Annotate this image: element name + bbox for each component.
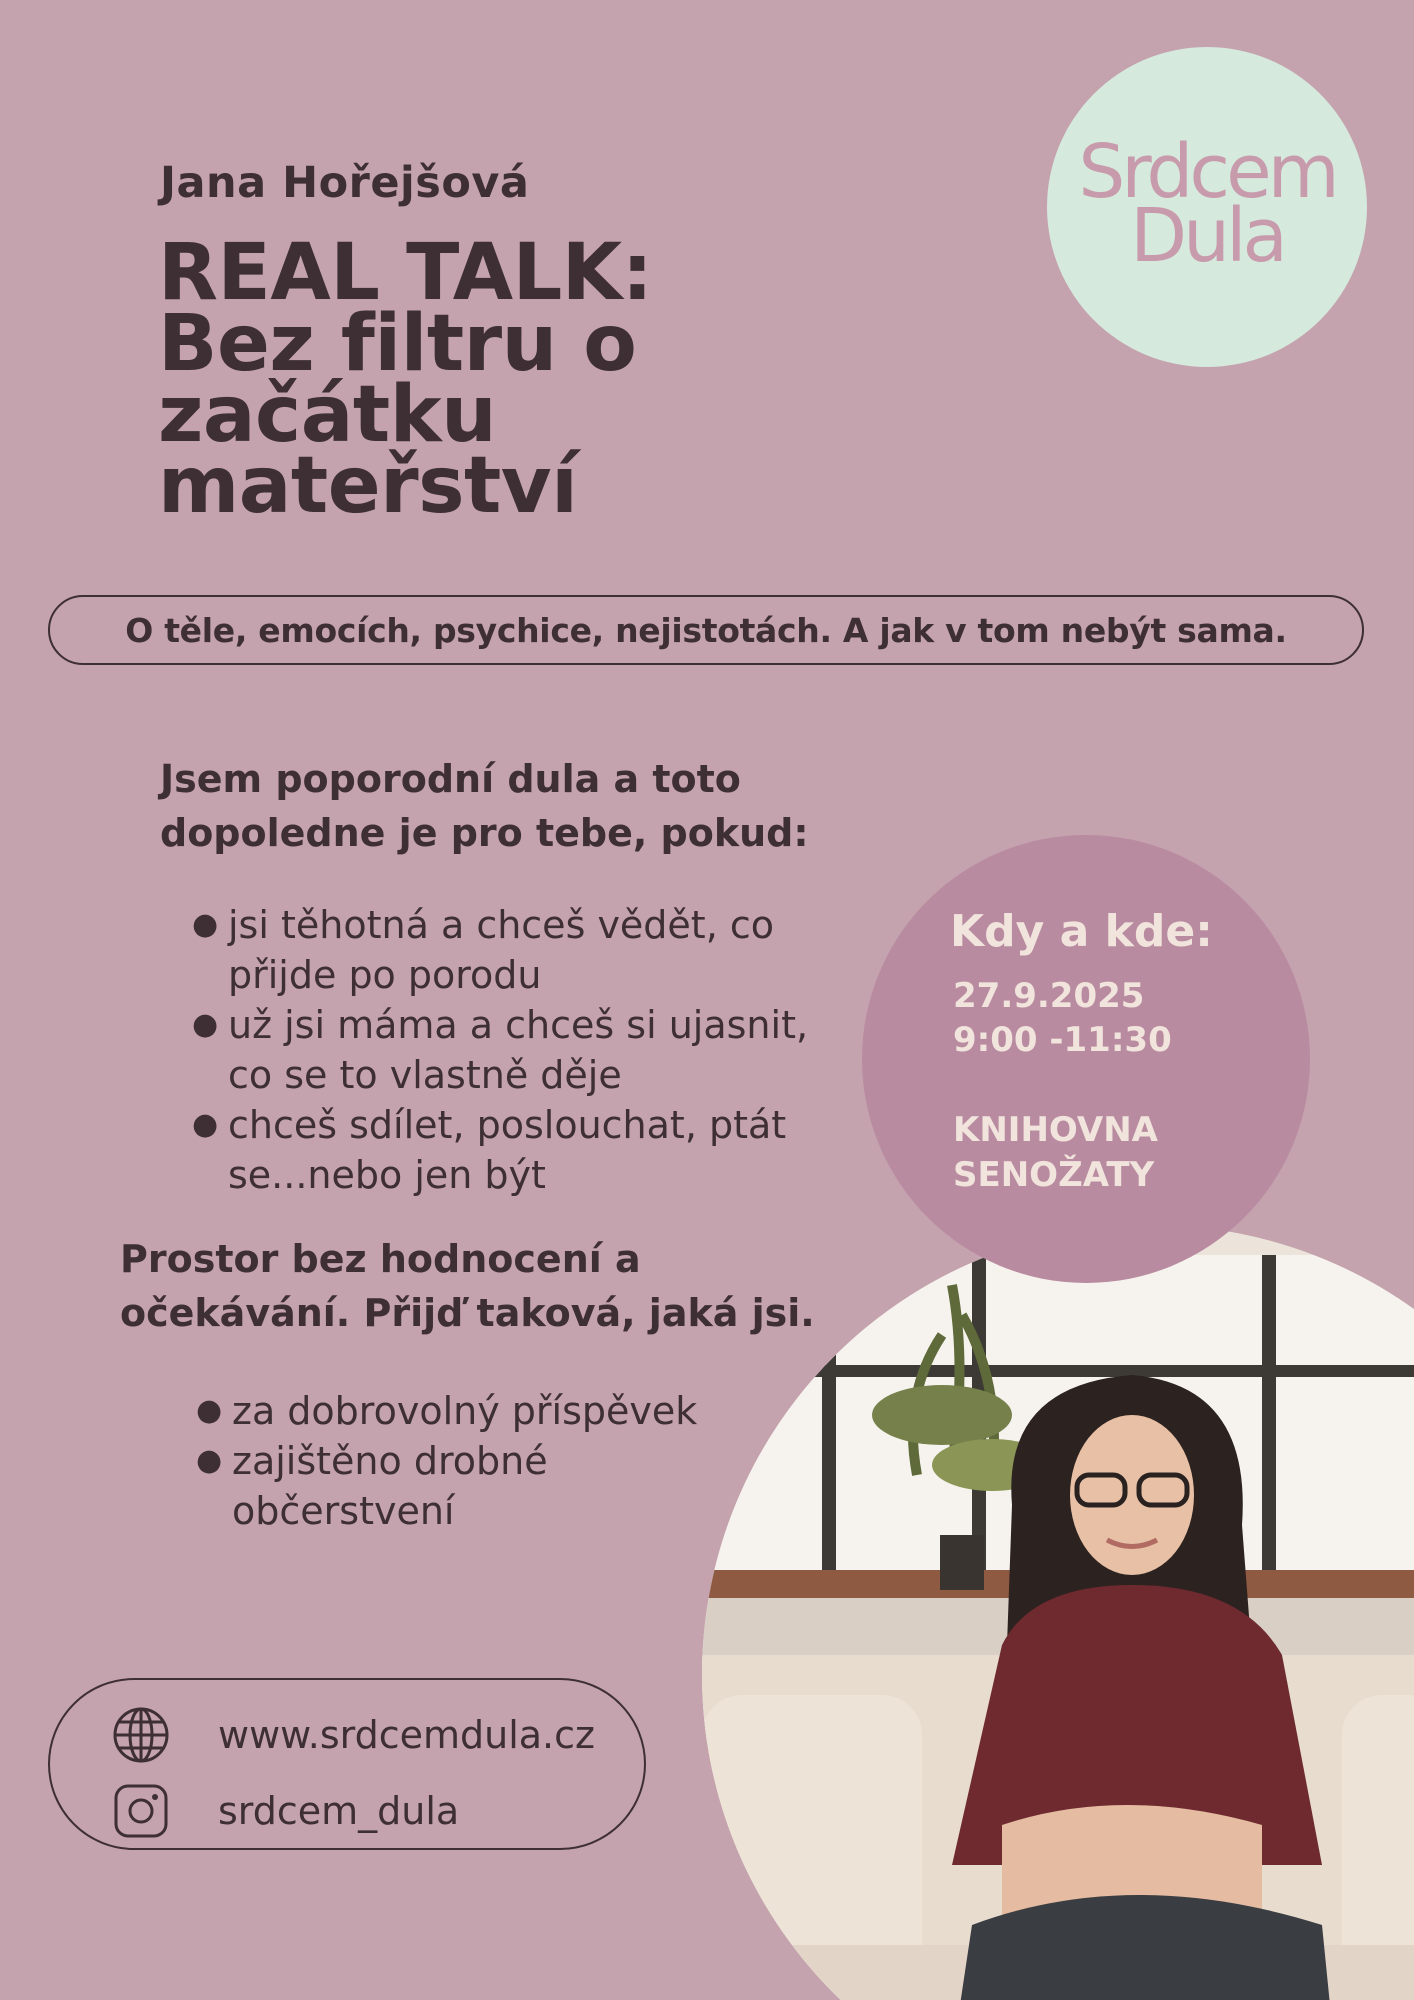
instagram-icon — [112, 1782, 170, 1840]
list-item-line: zajištěno drobné — [232, 1439, 548, 1483]
intro-line: Jsem poporodní dula a toto — [160, 757, 741, 801]
list-item-line: za dobrovolný příspěvek — [232, 1389, 698, 1433]
list-item — [192, 1000, 868, 1100]
statement-line: Prostor bez hodnocení a — [120, 1237, 641, 1281]
title-line: začátku — [158, 370, 497, 460]
bullet-icon: ● — [192, 907, 219, 942]
instagram-link[interactable] — [112, 1782, 459, 1840]
logo-line-2: Dula — [1130, 193, 1284, 279]
list-item-line: se...nebo jen být — [228, 1153, 546, 1197]
bullet-icon: ● — [192, 1007, 219, 1042]
list-item-line: jsi těhotná a chceš vědět, co — [228, 903, 775, 947]
intro-heading — [160, 752, 900, 860]
list-item — [196, 1386, 852, 1436]
event-heading: Kdy a kde: — [950, 906, 1213, 957]
statement-heading — [120, 1232, 900, 1340]
event-title — [158, 228, 778, 531]
bullet-icon: ● — [192, 1107, 219, 1142]
intro-line: dopoledne je pro tebe, pokud: — [160, 811, 809, 855]
title-line: mateřství — [158, 441, 578, 531]
bullet-icon: ● — [196, 1393, 223, 1428]
list-item — [192, 900, 868, 1000]
portrait-photo — [702, 1225, 1414, 2000]
brand-logo — [1047, 47, 1367, 367]
globe-icon — [112, 1706, 170, 1764]
event-date: 27.9.2025 — [953, 976, 1145, 1016]
bullet-icon: ● — [196, 1443, 223, 1478]
list-item-line: chceš sdílet, poslouchat, ptát — [228, 1103, 787, 1147]
list-item-line: občerstvení — [232, 1489, 455, 1533]
website-text: www.srdcemdula.cz — [218, 1713, 595, 1757]
event-venue-line-2: SENOŽATY — [953, 1155, 1155, 1195]
title-line: Bez filtru o — [158, 299, 637, 389]
list-item — [192, 1100, 868, 1200]
contact-pill — [48, 1678, 646, 1850]
logo-line-1: Srdcem — [1078, 129, 1336, 215]
list-item-line: už jsi máma a chceš si ujasnit, — [228, 1003, 809, 1047]
title-line: REAL TALK: — [158, 228, 653, 318]
list-item-line: přijde po porodu — [228, 953, 542, 997]
list-item-line: co se to vlastně děje — [228, 1053, 622, 1097]
author-name: Jana Hořejšová — [160, 158, 530, 208]
event-venue-line-1: KNIHOVNA — [953, 1110, 1158, 1150]
statement-line: očekávání. Přijď taková, jaká jsi. — [120, 1291, 815, 1335]
portrait-illustration — [702, 1225, 1414, 2000]
audience-list — [192, 900, 868, 1200]
instagram-text: srdcem_dula — [218, 1789, 460, 1833]
tagline-pill: O těle, emocích, psychice, nejistotách. A jak v tom nebýt sama. — [48, 595, 1364, 665]
event-time: 9:00 -11:30 — [953, 1020, 1172, 1060]
website-link[interactable] — [112, 1706, 595, 1764]
